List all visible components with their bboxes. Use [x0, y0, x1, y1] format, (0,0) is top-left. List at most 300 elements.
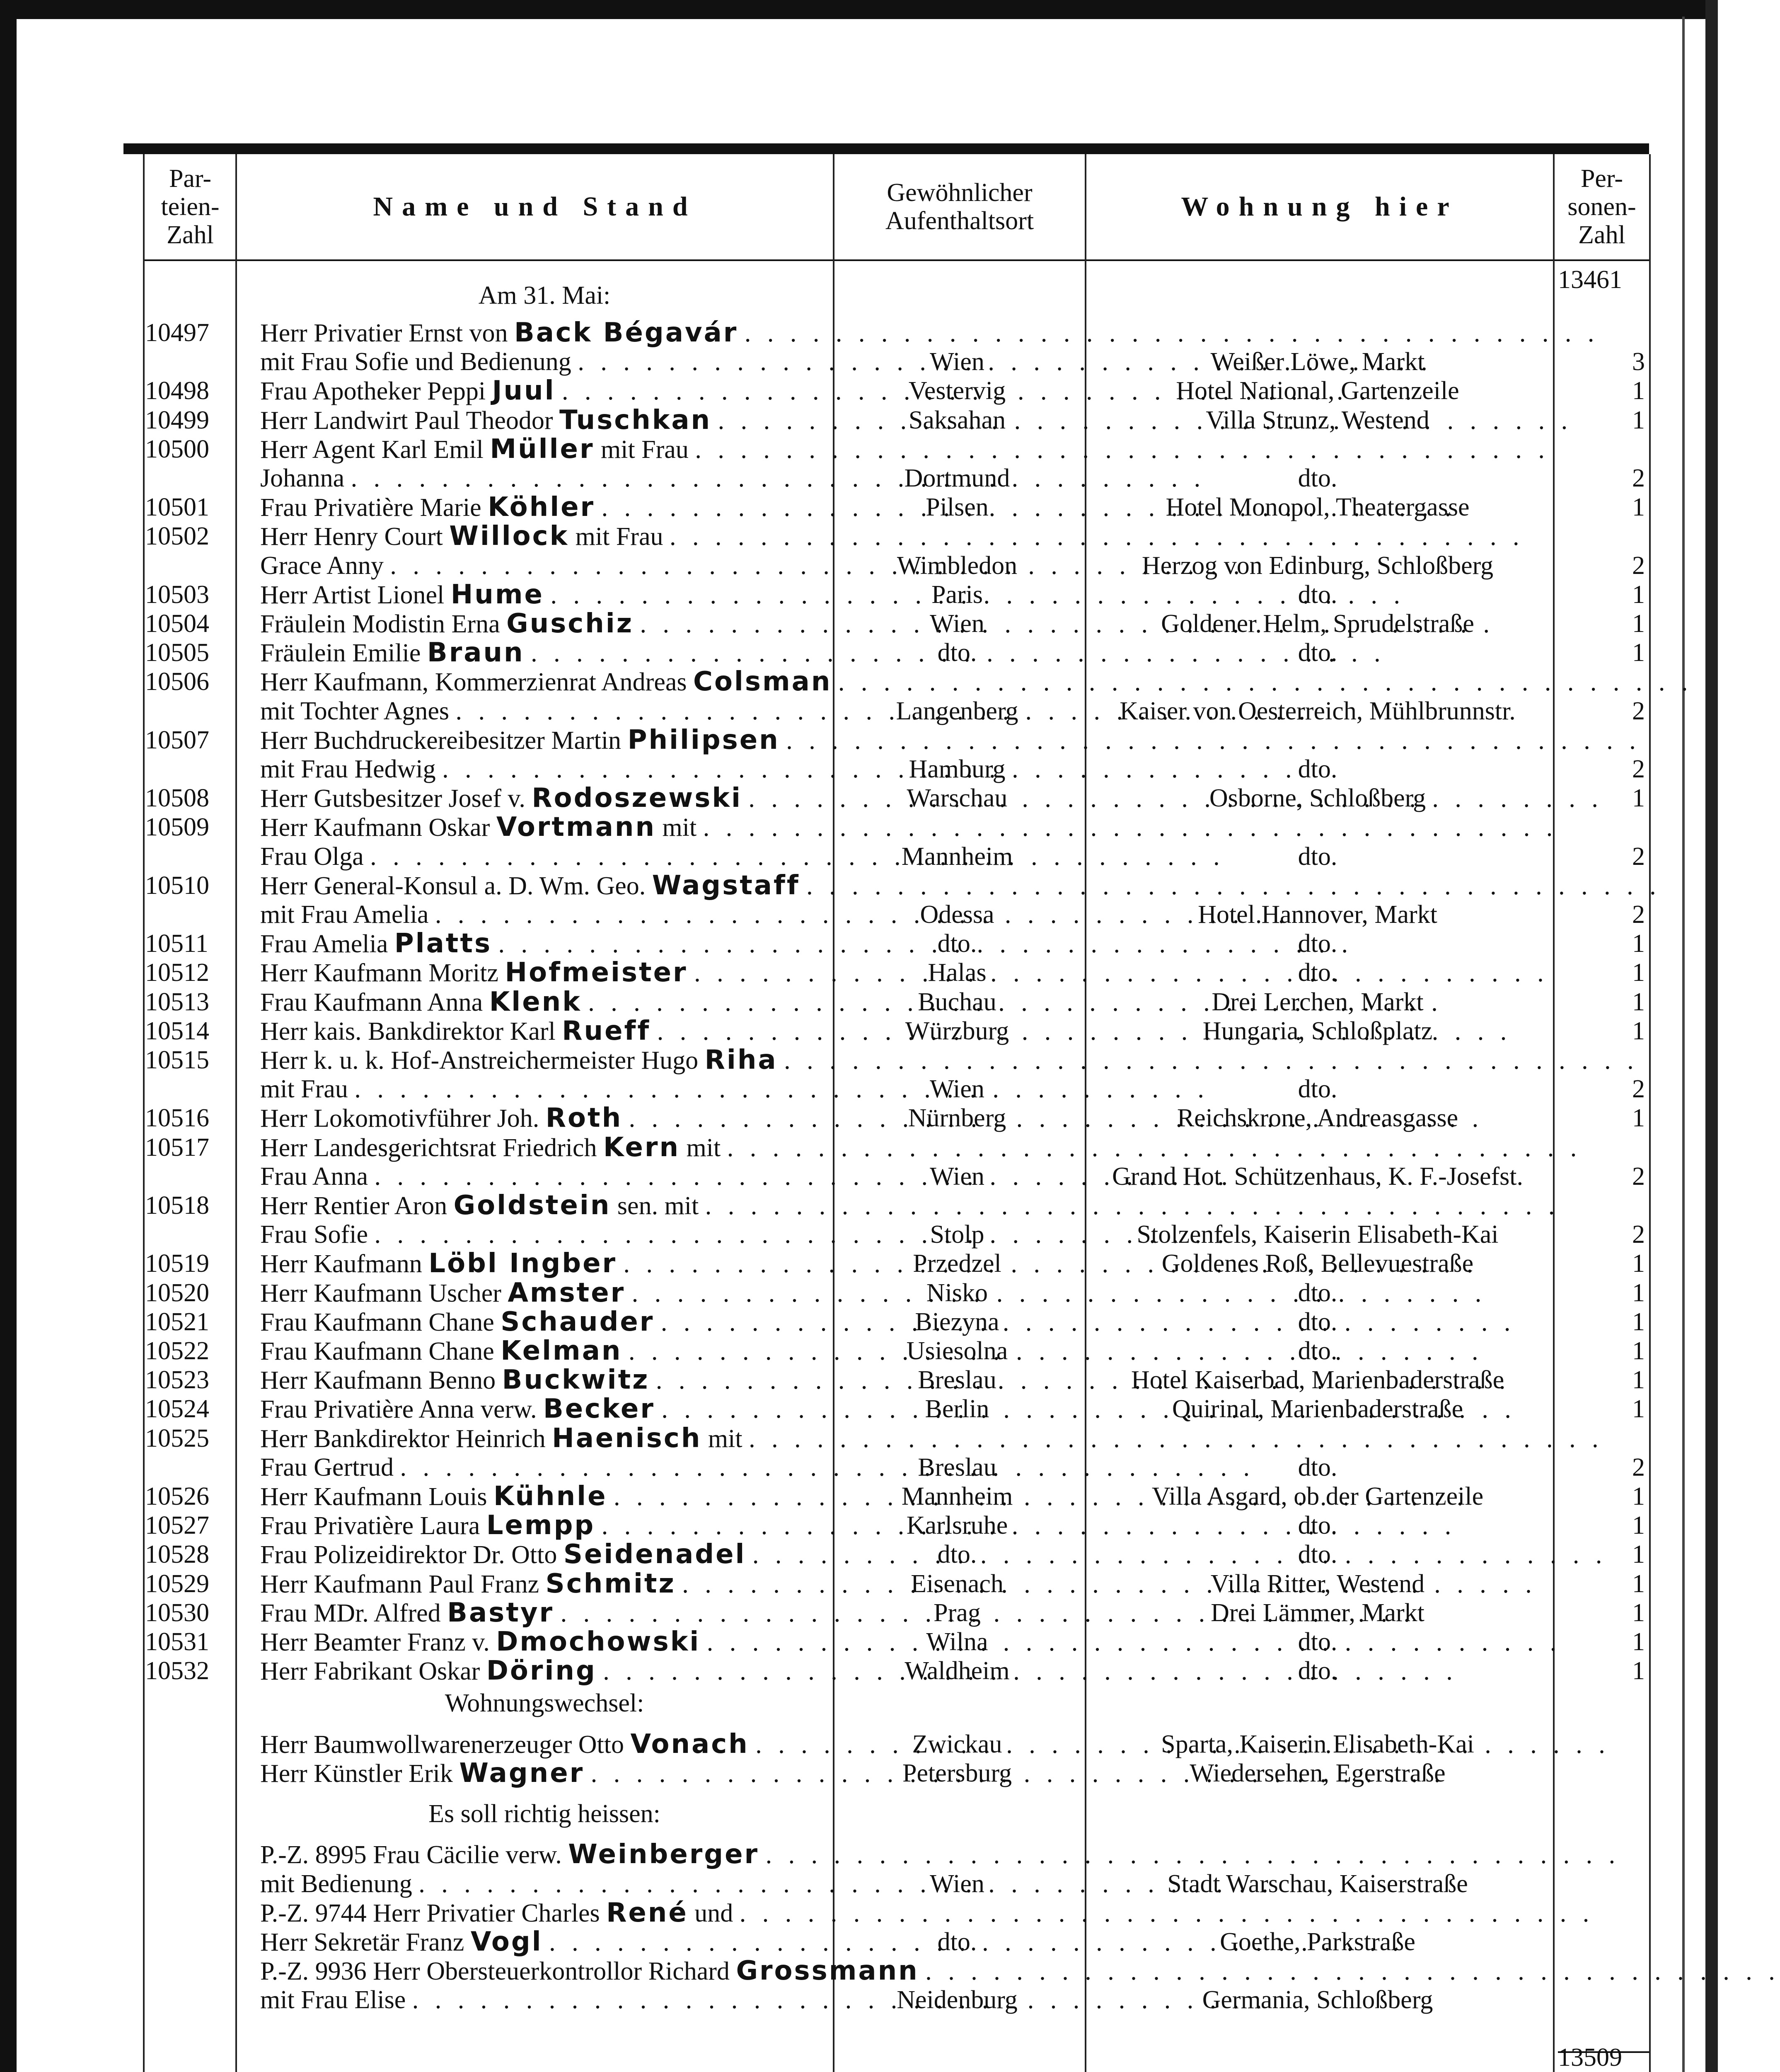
surname: Rodoszewski	[532, 783, 742, 814]
header-personen-zahl	[1555, 154, 1649, 259]
aufenthaltsort: Nürnberg	[908, 1104, 1006, 1133]
parteien-zahl: 10516	[145, 1104, 209, 1133]
wohnung: dto.	[1298, 639, 1337, 667]
wohnung: Stadt Warschau, Kaiserstraße	[1167, 1869, 1468, 1898]
aufenthaltsort: Vestervig	[908, 377, 1006, 405]
parteien-zahl: 10517	[145, 1133, 209, 1162]
surname: Hume	[450, 579, 544, 610]
name-text: Herr Baumwollwarenerzeuger Otto	[260, 1730, 624, 1759]
wohnung: Reichskrone, Andreasgasse	[1177, 1104, 1458, 1133]
aufenthaltsort: Usiesolna	[906, 1337, 1008, 1365]
name-line	[260, 784, 829, 813]
name-text: Herr kais. Bankdirektor Karl	[260, 1017, 556, 1046]
wohnung: Villa Asgard, ob der Gartenzeile	[1151, 1482, 1484, 1510]
name-text: Frau Polizeidirektor Dr. Otto	[260, 1541, 557, 1569]
name-line	[260, 1394, 829, 1424]
wohnung: Goldener Helm, Sprudelstraße	[1161, 610, 1474, 638]
wohnung: Osborne, Schloßberg	[1209, 784, 1426, 813]
name-text: mit Frau	[260, 1075, 348, 1104]
wohnung: Drei Lämmer, Markt	[1211, 1598, 1424, 1627]
wohnung: Hotel Monopol, Theatergasse	[1166, 493, 1470, 522]
personen-zahl: 2	[1632, 1162, 1645, 1191]
personen-zahl: 1	[1632, 784, 1645, 813]
name-text: Herr Kaufmann Uscher	[260, 1279, 501, 1307]
wohnung: dto.	[1298, 1628, 1337, 1656]
surname: Dmochowski	[496, 1627, 701, 1657]
wohnung: Villa Strunz, Westend	[1206, 406, 1429, 434]
name-line	[260, 1511, 829, 1540]
name-text: Herr Landwirt Paul Theodor	[260, 406, 553, 435]
name-text: Herr Buchdruckereibesitzer Martin	[260, 726, 622, 755]
wohnung: Weißer Löwe, Markt	[1210, 348, 1425, 376]
wohnung: Quirinal, Marienbaderstraße	[1172, 1395, 1463, 1423]
name-text: Frau Kaufmann Chane	[260, 1308, 494, 1336]
name-text: Frau Olga	[260, 842, 364, 871]
name-text: Herr Lokomotivführer Joh.	[260, 1104, 539, 1133]
wohnung: dto.	[1298, 1337, 1337, 1365]
aufenthaltsort: Berlin	[925, 1395, 989, 1423]
name-line	[260, 1133, 829, 1162]
parteien-zahl: 10503	[145, 580, 209, 609]
surname: Amster	[508, 1277, 626, 1308]
parteien-zahl: 10507	[145, 726, 209, 754]
aufenthaltsort: Würzburg	[905, 1017, 1009, 1045]
name-text: mit Frau Amelia	[260, 900, 429, 929]
name-line	[260, 1249, 829, 1278]
parteien-zahl: 10506	[145, 668, 209, 696]
name-line	[260, 1569, 829, 1599]
surname: Grossmann	[736, 1956, 919, 1987]
surname: Juul	[492, 375, 556, 407]
name-line	[260, 958, 829, 988]
name-text: Frau Sofie	[260, 1220, 368, 1249]
aufenthaltsort: Neidenburg	[897, 1986, 1018, 2014]
personen-zahl: 1	[1632, 1569, 1645, 1598]
wohnung: dto.	[1298, 959, 1337, 987]
parteien-zahl: 10524	[145, 1395, 209, 1423]
name-text: Frau Privatière Anna verw.	[260, 1395, 537, 1424]
name-text: Grace Anny	[260, 551, 384, 580]
personen-zahl: 1	[1632, 1395, 1645, 1423]
personen-zahl: 1	[1632, 1278, 1645, 1307]
aufenthaltsort: Paris	[931, 580, 983, 609]
name-text: Frau Privatière Marie	[260, 494, 481, 522]
surname: Schmitz	[545, 1568, 676, 1599]
personen-zahl: 2	[1632, 1075, 1645, 1104]
personen-zahl: 1	[1632, 1598, 1645, 1627]
aufenthaltsort: Wimbledon	[897, 551, 1018, 580]
surname: Kühnle	[493, 1481, 607, 1512]
parteien-zahl: 10505	[145, 639, 209, 667]
personen-zahl: 1	[1632, 988, 1645, 1016]
name-line	[260, 726, 829, 755]
aufenthaltsort: Breslau	[918, 1453, 996, 1481]
surname: Platts	[394, 928, 492, 959]
name-text: Herr Privatier Ernst von	[260, 319, 508, 347]
wohnung: dto.	[1298, 580, 1337, 609]
parteien-zahl: 10520	[145, 1278, 209, 1307]
wohnung: Hotel Hannover, Markt	[1198, 900, 1437, 929]
header-line: Per-	[1580, 165, 1623, 193]
personen-zahl: 1	[1632, 1628, 1645, 1656]
scan-edge-right	[1705, 0, 1718, 2072]
parteien-zahl: 10532	[145, 1657, 209, 1685]
wohnung: Sparta, Kaiserin Elisabeth-Kai	[1161, 1730, 1474, 1758]
surname: Rueff	[562, 1015, 651, 1046]
surname: Kern	[603, 1132, 680, 1163]
header-line: sonen-	[1567, 193, 1636, 221]
parteien-zahl: 10512	[145, 959, 209, 987]
personen-zahl: 2	[1632, 551, 1645, 580]
wohnung: dto.	[1298, 464, 1337, 492]
aufenthaltsort: Wien	[930, 348, 984, 376]
aufenthaltsort: Mannheim	[901, 1482, 1013, 1510]
aufenthaltsort: Wien	[930, 1869, 984, 1898]
name-text: mit Frau Sofie und Bedienung	[260, 348, 571, 376]
personen-zahl: 2	[1632, 842, 1645, 871]
parteien-zahl: 10522	[145, 1337, 209, 1365]
parteien-zahl: 10519	[145, 1249, 209, 1278]
column-divider	[1649, 154, 1651, 2072]
parteien-zahl: 10504	[145, 610, 209, 638]
parteien-zahl: 10501	[145, 493, 209, 522]
name-text: Herr Rentier Aron	[260, 1192, 447, 1220]
aufenthaltsort: dto.	[937, 929, 977, 958]
name-text: Herr Gutsbesitzer Josef v.	[260, 784, 525, 813]
running-total-start: 13461	[1558, 266, 1622, 294]
name-text: Herr General-Konsul a. D. Wm. Geo.	[260, 871, 646, 900]
name-line	[260, 666, 832, 697]
name-line	[260, 755, 829, 784]
name-text: Frau Amelia	[260, 930, 388, 959]
aufenthaltsort: Waldheim	[905, 1657, 1010, 1685]
name-text: mit Frau	[575, 523, 663, 551]
personen-zahl: 1	[1632, 1540, 1645, 1569]
wohnung: Hotel Kaiserbad, Marienbaderstraße	[1131, 1366, 1504, 1394]
name-line	[260, 1424, 829, 1453]
aufenthaltsort: dto.	[937, 1540, 977, 1569]
name-text: Herr Kaufmann Oskar	[260, 813, 490, 842]
name-line	[260, 522, 829, 551]
name-text: Herr Beamter Franz v.	[260, 1628, 490, 1656]
name-line	[260, 493, 829, 522]
name-text: P.-Z. 9744 Herr Privatier Charles	[260, 1899, 600, 1927]
personen-zahl: 1	[1632, 1366, 1645, 1394]
aufenthaltsort: dto.	[937, 1928, 977, 1956]
surname: Goldstein	[453, 1190, 611, 1221]
header-line: Aufenthaltsort	[885, 207, 1034, 235]
name-line	[260, 900, 829, 929]
aufenthaltsort: Hamburg	[909, 755, 1006, 783]
name-text: Herr Bankdirektor Heinrich	[260, 1424, 546, 1453]
section-heading-richtig: Es soll richtig heissen:	[428, 1800, 660, 1828]
running-total-end: 13509	[1558, 2043, 1622, 2072]
scan-edge-line	[1682, 17, 1685, 2072]
table-top-rule	[123, 143, 1649, 154]
parteien-zahl: 10529	[145, 1569, 209, 1598]
name-line	[260, 1656, 829, 1686]
column-divider	[1553, 154, 1555, 2072]
name-text: Frau Kaufmann Chane	[260, 1337, 494, 1365]
wohnung: Goldenes Roß, Bellevuestraße	[1161, 1249, 1474, 1278]
name-line	[260, 1162, 829, 1191]
personen-zahl: 2	[1632, 755, 1645, 783]
wohnung: Kaiser von Oesterreich, Mühlbrunnstr.	[1120, 697, 1516, 725]
surname: Becker	[543, 1394, 655, 1425]
header-line: Gewöhnlicher	[887, 179, 1033, 207]
wohnung: dto.	[1298, 1657, 1337, 1685]
surname: Haenisch	[552, 1423, 702, 1454]
name-line	[260, 1627, 829, 1657]
wohnung: dto.	[1298, 755, 1337, 783]
parteien-zahl: 10498	[145, 377, 209, 405]
name-line	[260, 1017, 829, 1046]
surname: Lempp	[486, 1510, 595, 1541]
personen-zahl: 1	[1632, 1337, 1645, 1365]
surname: Klenk	[489, 986, 582, 1017]
name-text: Frau Anna	[260, 1162, 368, 1191]
header-line: Par-	[169, 165, 212, 193]
personen-zahl: 1	[1632, 580, 1645, 609]
parteien-zahl: 10509	[145, 813, 209, 842]
personen-zahl: 2	[1632, 1453, 1645, 1481]
parteien-zahl: 10500	[145, 435, 209, 463]
section-heading-wohnungswechsel: Wohnungswechsel:	[445, 1689, 644, 1718]
aufenthaltsort: Biezyna	[915, 1307, 999, 1336]
name-line	[260, 580, 829, 610]
name-text: mit Frau	[601, 435, 689, 464]
name-text: Herr Sekretär Franz	[260, 1928, 464, 1957]
parteien-zahl: 10499	[145, 406, 209, 434]
name-line	[260, 1046, 829, 1075]
surname: Roth	[545, 1103, 623, 1134]
surname: Schauder	[501, 1306, 655, 1337]
header-line: teien-	[161, 193, 220, 221]
name-text: Herr Henry Court	[260, 523, 443, 551]
name-text: Herr Landesgerichtsrat Friedrich	[260, 1133, 597, 1162]
header-line: Zahl	[1578, 221, 1625, 249]
parteien-zahl: 10527	[145, 1511, 209, 1540]
name-text: Frau Gertrud	[260, 1453, 394, 1481]
surname: Seidenadel	[563, 1539, 746, 1570]
personen-zahl: 2	[1632, 1220, 1645, 1249]
surname: Kelman	[501, 1336, 622, 1366]
aufenthaltsort: Wien	[930, 1075, 984, 1104]
name-line	[260, 638, 829, 668]
wohnung: Hungaria, Schloßplatz	[1202, 1017, 1433, 1045]
aufenthaltsort: Eisenach	[911, 1569, 1004, 1598]
surname: Tuschkan	[559, 404, 712, 436]
parteien-zahl: 10518	[145, 1191, 209, 1220]
parteien-zahl: 10526	[145, 1482, 209, 1510]
name-text: sen. mit	[617, 1192, 699, 1220]
surname: Weinberger	[568, 1839, 759, 1870]
name-text: Herr k. u. k. Hof-Anstreichermeister Hugo	[260, 1046, 699, 1075]
parteien-zahl: 10525	[145, 1424, 209, 1452]
aufenthaltsort: dto.	[937, 639, 977, 667]
surname: Löbl Ingber	[428, 1248, 617, 1279]
surname: Guschiz	[506, 608, 634, 639]
surname: Müller	[490, 433, 595, 465]
wohnung: dto.	[1298, 1307, 1337, 1336]
name-line	[260, 1956, 919, 1987]
scan-edge-top	[0, 0, 1718, 19]
aufenthaltsort: Dortmund	[904, 464, 1010, 492]
name-line	[260, 1307, 829, 1337]
aufenthaltsort: Nisko	[926, 1278, 988, 1307]
name-line	[260, 1759, 829, 1788]
name-line	[260, 1482, 829, 1511]
parteien-zahl: 10510	[145, 871, 209, 900]
wohnung: Drei Lerchen, Markt	[1212, 988, 1424, 1016]
parteien-zahl: 10531	[145, 1628, 209, 1656]
name-text: Johanna	[260, 464, 345, 492]
surname: Wagstaff	[652, 870, 800, 901]
personen-zahl: 2	[1632, 697, 1645, 725]
parteien-zahl: 10528	[145, 1540, 209, 1569]
name-text: Herr Kaufmann Benno	[260, 1366, 496, 1395]
aufenthaltsort: Buchau	[918, 988, 996, 1016]
name-text: und	[694, 1899, 733, 1927]
name-line	[260, 842, 829, 871]
parteien-zahl: 10514	[145, 1017, 209, 1045]
aufenthaltsort: Karlsruhe	[906, 1511, 1008, 1540]
name-line	[260, 871, 829, 900]
name-text: mit Frau Hedwig	[260, 755, 436, 783]
personen-zahl: 1	[1632, 610, 1645, 638]
name-line	[260, 464, 829, 493]
aufenthaltsort: Pilsen	[926, 493, 989, 522]
surname: Wagner	[459, 1757, 585, 1789]
header-name-und-stand: Name und Stand	[373, 191, 697, 222]
personen-zahl: 1	[1632, 1017, 1645, 1045]
name-line	[260, 1730, 829, 1759]
date-heading: Am 31. Mai:	[478, 281, 611, 310]
wohnung: dto.	[1298, 842, 1337, 871]
name-text: Herr Fabrikant Oskar	[260, 1657, 480, 1686]
header-aufenthaltsort	[834, 154, 1085, 259]
aufenthaltsort: Halas	[928, 959, 987, 987]
surname: Döring	[486, 1656, 597, 1687]
wohnung: Wiedersehen, Egerstraße	[1190, 1759, 1446, 1787]
parteien-zahl: 10530	[145, 1598, 209, 1627]
aufenthaltsort: Zwickau	[912, 1730, 1002, 1758]
surname: Buckwitz	[502, 1365, 650, 1396]
name-line	[260, 1336, 829, 1366]
header-line: Zahl	[167, 221, 214, 249]
aufenthaltsort: Warschau	[907, 784, 1008, 813]
table-header-rule	[143, 259, 1649, 261]
name-line	[260, 347, 829, 376]
surname: Vonach	[630, 1728, 749, 1760]
name-line	[260, 1278, 829, 1308]
column-divider	[235, 154, 237, 2072]
name-line	[260, 1104, 829, 1133]
column-divider	[143, 154, 145, 2072]
aufenthaltsort: Przedzel	[913, 1249, 1001, 1278]
parteien-zahl: 10513	[145, 988, 209, 1016]
name-text: Frau Kaufmann Anna	[260, 988, 483, 1017]
surname: Back Bégavár	[514, 317, 738, 348]
wohnung: Goethe, Parkstraße	[1220, 1928, 1415, 1956]
name-line	[260, 1927, 829, 1957]
name-text: Herr Kaufmann Paul Franz	[260, 1570, 539, 1598]
personen-zahl: 1	[1632, 1482, 1645, 1510]
aufenthaltsort: Odessa	[920, 900, 994, 929]
name-text: mit	[708, 1424, 742, 1453]
name-line	[260, 376, 829, 406]
name-text: mit Frau Elise	[260, 1986, 406, 2014]
name-line	[260, 1985, 829, 2014]
personen-zahl: 3	[1632, 348, 1645, 376]
wohnung: dto.	[1298, 1075, 1337, 1104]
surname: René	[606, 1897, 688, 1928]
personen-zahl: 1	[1632, 493, 1645, 522]
aufenthaltsort: Wien	[930, 1162, 984, 1191]
surname: Braun	[427, 637, 525, 668]
wohnung: dto.	[1298, 1540, 1337, 1569]
personen-zahl: 1	[1632, 1657, 1645, 1685]
wohnung: Herzog von Edinburg, Schloßberg	[1142, 551, 1494, 580]
wohnung: dto.	[1298, 1453, 1337, 1481]
name-text: mit Bedienung	[260, 1869, 412, 1898]
personen-zahl: 1	[1632, 929, 1645, 958]
personen-zahl: 1	[1632, 639, 1645, 667]
parteien-zahl: 10508	[145, 784, 209, 813]
personen-zahl: 1	[1632, 406, 1645, 434]
name-line	[260, 1075, 829, 1104]
name-line	[260, 551, 829, 580]
surname: Riha	[704, 1045, 778, 1075]
name-text: mit	[686, 1133, 721, 1162]
surname: Colsman	[693, 666, 832, 697]
parteien-zahl: 10515	[145, 1046, 209, 1074]
wohnung: dto.	[1298, 1278, 1337, 1307]
aufenthaltsort: Stolp	[930, 1220, 984, 1249]
parteien-zahl: 10497	[145, 319, 209, 347]
wohnung: Villa Ritter, Westend	[1210, 1569, 1425, 1598]
aufenthaltsort: Langenberg	[896, 697, 1018, 725]
wohnung: Germania, Schloßberg	[1202, 1986, 1433, 2014]
aufenthaltsort: Wien	[930, 610, 984, 638]
personen-zahl: 2	[1632, 900, 1645, 929]
name-line	[260, 1898, 829, 1928]
wohnung: Stolzenfels, Kaiserin Elisabeth-Kai	[1137, 1220, 1499, 1249]
aufenthaltsort: Mannheim	[901, 842, 1013, 871]
name-text: mit	[662, 813, 697, 842]
name-line	[260, 406, 829, 435]
surname: Köhler	[488, 492, 595, 523]
surname: Bastyr	[447, 1597, 554, 1628]
name-text: Herr Kaufmann, Kommerzienrat Andreas	[260, 668, 687, 697]
name-line	[260, 1191, 829, 1220]
personen-zahl: 2	[1632, 464, 1645, 492]
surname: Vortmann	[496, 812, 656, 843]
header-parteien-zahl	[145, 154, 235, 259]
name-text: Herr Artist Lionel	[260, 581, 445, 609]
name-line	[260, 929, 829, 959]
name-line	[260, 435, 829, 464]
name-line	[260, 1598, 829, 1628]
parteien-zahl: 10502	[145, 522, 209, 551]
name-line	[260, 988, 829, 1017]
header-wohnung-hier: Wohnung hier	[1181, 191, 1458, 222]
surname: Willock	[449, 521, 569, 552]
aufenthaltsort: Saksahan	[908, 406, 1006, 434]
parteien-zahl: 10523	[145, 1366, 209, 1394]
surname: Vogl	[470, 1927, 543, 1958]
name-line	[260, 1540, 829, 1569]
